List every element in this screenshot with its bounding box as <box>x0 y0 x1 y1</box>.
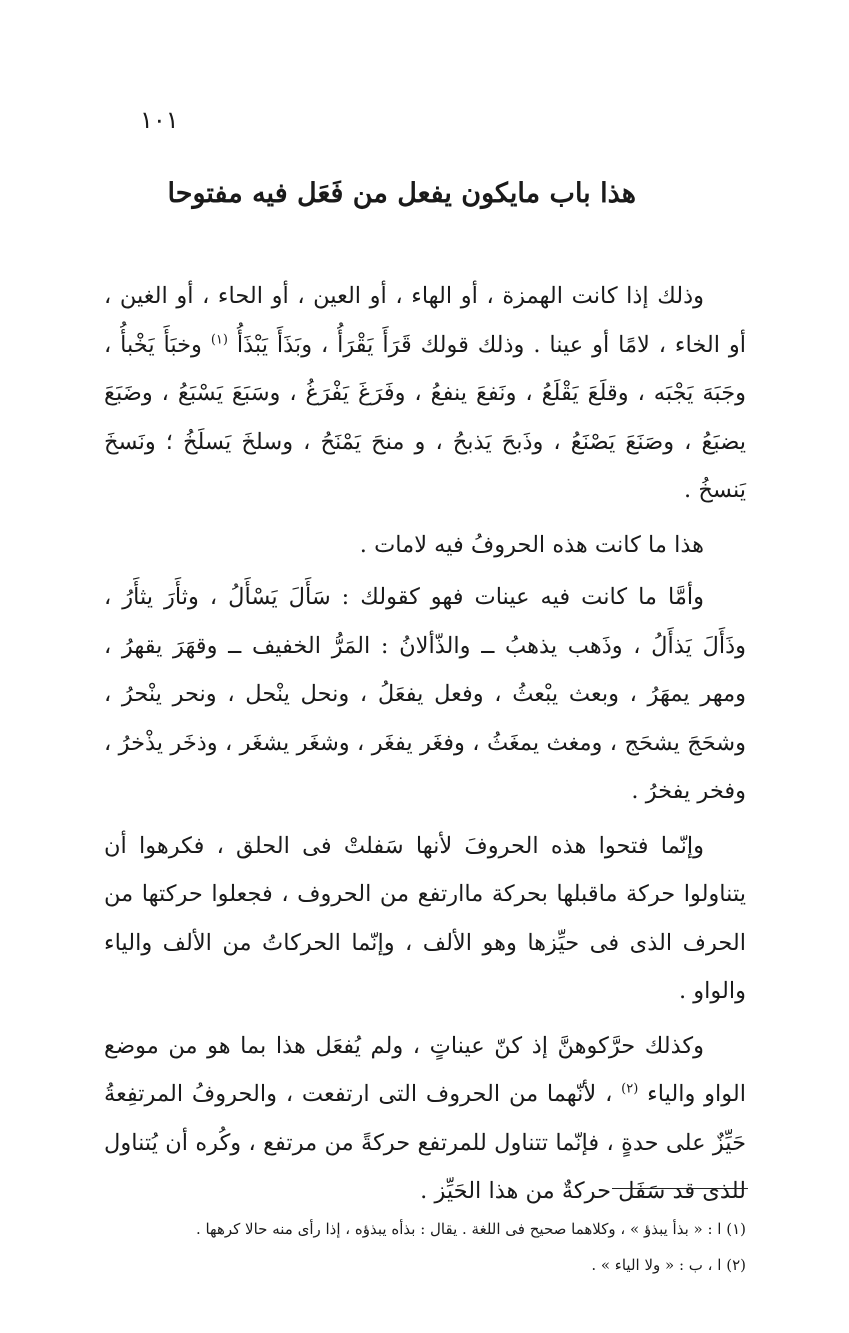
paragraph-2: هذا ما كانت هذه الحروفُ فيه لامات . <box>359 531 704 558</box>
footnotes <box>104 1211 746 1283</box>
footnote-ref-2: (٢) <box>621 1081 639 1097</box>
footnote-1: (١) ا : « بذأ يبذؤ » ، وكلاهما صحيح فى اللغة . يقال : بذأه يبذؤه ، إذا رأى منه حالا كرهها . <box>195 1220 746 1238</box>
footnote-divider <box>612 1188 748 1189</box>
footnote-ref-1: (١) <box>210 332 228 347</box>
paragraph-1-tail: وخبَأَ يَخْبأُ ، وجَبَهَ يَجْبَه ، وقلَعَ يَقْلَعُ ، ونَفعَ ينفعُ ، وفَرَغَ يَفْرَغُ ، وسَبَعَ يَسْبَعُ ، وضَبَعَ يضبَعُ ، وصَنَعَ يَصْنَعُ ، وذَبحَ يَذبحُ ، و منحَ يَمْنَحُ ، وسلخَ يَسلَخُ ؛ ونَسخَ يَنسخُ . <box>104 331 746 503</box>
footnote-2: (٢) ا ، ب : « ولا الياء » . <box>591 1256 746 1274</box>
paragraph-4: وإنّما فتحوا هذه الحروفَ لأنها سَفلتْ فى الحلق ، فكرهوا أن يتناولوا حركة ماقبلها بحركة ماارتفع من الحروف ، فجعلوا حركتها من الحرف الذى فى حيِّزها وهو الألف ، وإنّما الحركاتُ من الألف والياء والواو . <box>104 832 746 1004</box>
page-number: ١٠١ <box>140 106 179 134</box>
paragraph-5 <box>104 1022 746 1216</box>
paragraph-1-head: وذلك إذا كانت الهمزة ، أو الهاء ، أو العين ، أو الحاء ، أو الغين ، أو الخاء ، لامًا أو عينا . وذلك قولك قَرَأَ يَقْرَأُ ، وبَذَأَ يَبْذَأُ <box>104 283 746 358</box>
paragraph-3: وأمَّا ما كانت فيه عينات فهو كقولك : سَأَلَ يَسْأَلُ ، وثأَرَ يثأَرُ ، وذَأَلَ يَذأَلُ ، وذَهب يذهبُ ــ والذّألانُ : المَرُّ الخفيف ــ وقهَرَ يقهرُ ، ومهر يمهَرُ ، وبعث يبْعثُ ، وفعل يفعَلُ ، ونحل ينْحل ، ونحر ينْحرُ ، وشحَجَ يشحَج ، ومغث يمغَثُ ، وفغَر يفغَر ، وشغَر يشغَر ، وذخَر يذْخرُ ، وفخر يفخرُ . <box>104 584 746 804</box>
paragraph-5-head: وكذلك حرَّكوهنَّ إذ كنّ عيناتٍ ، ولم يُفعَل هذا بما هو من موضع الواو والياء <box>104 1032 747 1107</box>
paragraph-1 <box>104 272 746 515</box>
chapter-title: هذا باب مايكون يفعل من فَعَل فيه مفتوحا <box>167 178 636 209</box>
paragraph-5-tail: ، لأنّهما من الحروف التى ارتفعت ، والحروفُ المرتفِعةُ حَيِّزٌ على حدةٍ ، فإنّما تتناول للمرتفع حركةً من مرتفع ، وكُره أن يُتناول للذى قد سَفَل حركةٌ من هذا الحَيِّز . <box>104 1081 746 1204</box>
main-text <box>104 272 746 1216</box>
